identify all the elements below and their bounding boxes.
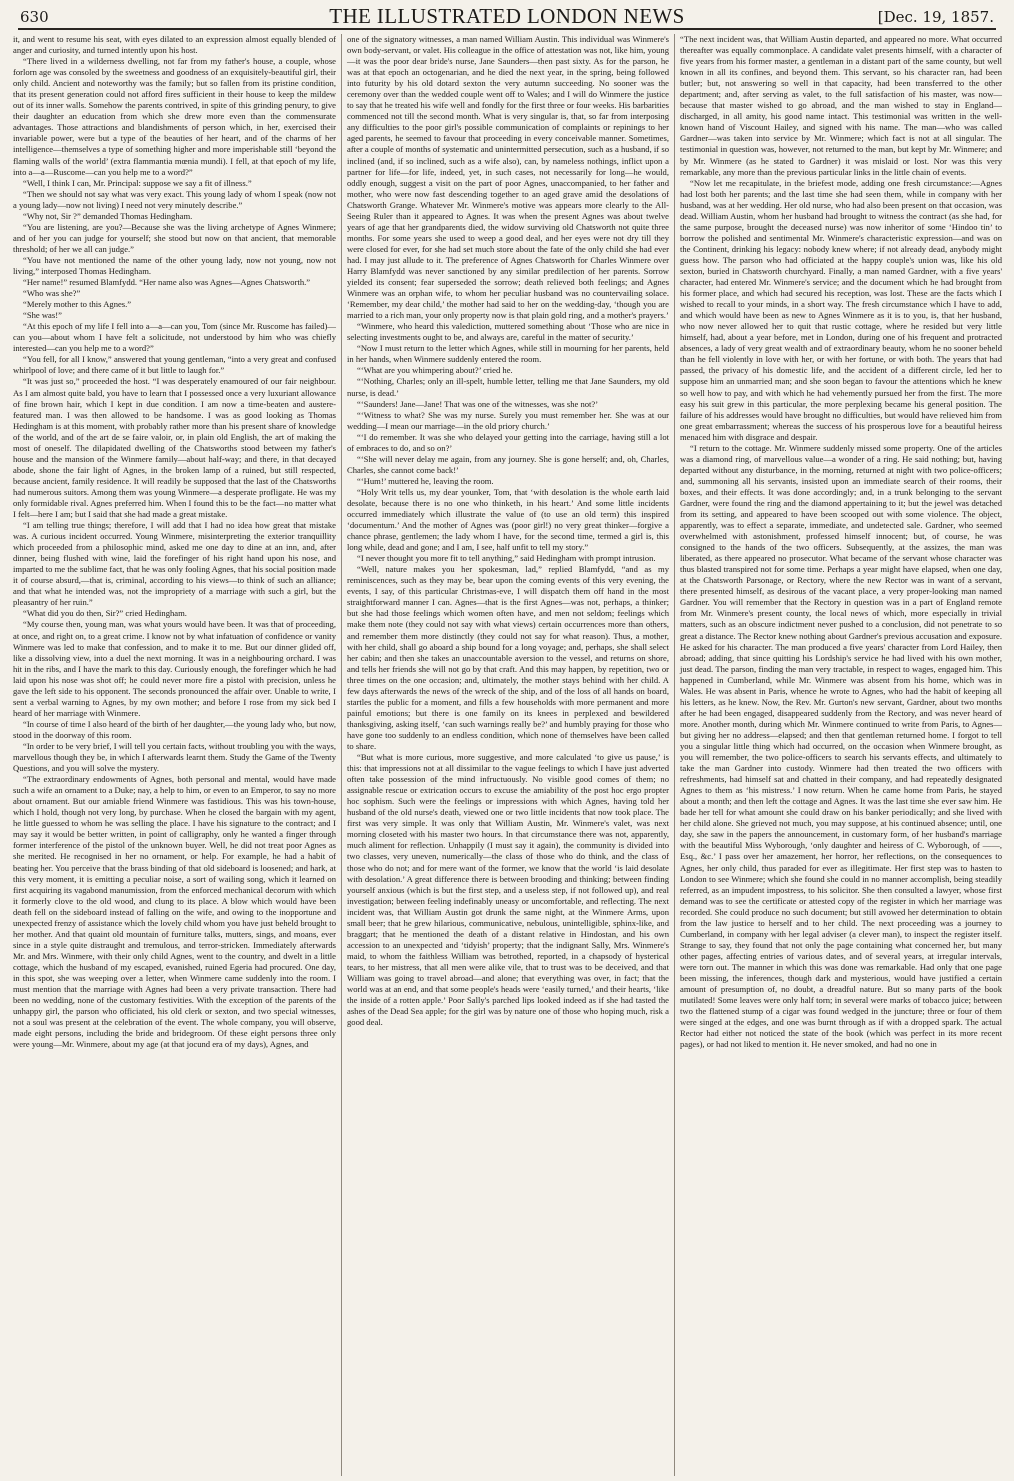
paragraph: “Winmere, who heard this valediction, muttered something about ‘Those who are nice in selecting investments ought to be, and always are, careful in the matter of security.’: [347, 321, 669, 343]
column-3: [674, 34, 1007, 1476]
paragraph: “You are listening, are you?—Because she was the living archetype of Agnes Winmere; and of her you can judge for yourself; she stood but now on that ancient, that memorable threshold; of her we all can judge.”: [13, 221, 336, 254]
paragraph: “She was!”: [23, 310, 62, 321]
paragraph: “Well, nature makes you her spokesman, lad,” replied Blamfydd, “and as my reminiscences, such as they may be, bear upon the coming events of this very evening, the events, I say, of this particular Christmas-eve, I will dispatch them off hand in the most straightforward manner I can. Agnes—that is the first Agnes—was not, perhaps, a thinker; but she had those feelings which women often have, and men not seldom; feelings which make them note (they could not say with what views) certain occurrences more than others, and remember them more distinctly (they could not say for what reason). Thus, a mother, with her child, shall go aboard a ship bound for a long voyage; and, perhaps, she shall select her cabin; and then she takes an unaccountable aversion to the vessel, and returns on shore, and tells her friends she will not go by that craft. And this may happen, by repetition, two or three times on the one occasion; and, ultimately, the mother stays behind with her child. A few days afterwards the news of the wreck of the ship, and of the loss of all hands on board, startles the public for a moment, and fills a few households with more permanent and more painful emotions; but there is one family on its knees in perplexed and bewildered thanksgiving, asking itself, ‘can such warnings really be?’ and humbly praying for those who have gone too suddenly to an endless condition, which none of themselves have been called to share.: [347, 564, 669, 751]
paragraph: “The next incident was, that William Austin departed, and appeared no more. What occurred thereafter was equally commonplace. A candidate valet presents himself, with a character of five years from his former master, a gentleman in a distant part of the same county, but well known in all its confines, and beyond them. This servant, so his character ran, had been butler; but, not answering so well in that capacity, had been transferred to the other department; and, after serving as valet, to the full satisfaction of his master, was now—because that master wished to go abroad, and the man wished to stay in England—discharged, in all amity, his good name intact. This testimonial was written in the well-known hand of Viscount Hailey, and signed with his name. The man—who was called Gardner—was taken into service by Mr. Winmere; which fact is not at all singular. The testimonial in question was, however, not returned to the man, but kept by Mr. Winmere; and by Mr. Winmere (as he stated to Gardner) it was mislaid or lost. Nor was this very remarkable, any more than the previous particular links in the little chain of events.: [680, 34, 1002, 177]
paragraph: “‘Hum!’ muttered he, leaving the room.: [357, 475, 494, 486]
paragraph: “What did you do then, Sir?” cried Hedingham.: [23, 608, 187, 619]
column-1: [8, 34, 341, 1476]
paragraph: “I return to the cottage. Mr. Winmere suddenly missed some property. One of the articles was a diamond ring, of marvellous value—a wonder of a ring. He said nothing; but, having departed without any disturbance, in the morning, returned at night with two police-officers; and, summoning all his servants, insisted upon an immediate search of their rooms, their boxes, and their effects. It was done accordingly; and, in a trunk belonging to the servant Gardner, were found the ring and the diamond appertaining to it; but the jewel was detached from its setting, and appeared to have been scooped out with some violence. The object, apparently, was to effect a separate, immediate, and undetected sale. Gardner, who seemed overwhelmed with astonishment, professed himself innocent; but, of course, he was consigned to the hands of the two officers. Subsequently, at the assizes, the man was liberated, as there appeared no prosecutor. What became of the servant whose character was thus blasted transpired not for some time. Perhaps a year might have elapsed, when one day, at the Chatsworth Parsonage, or Rectory, where the new Rector was in want of a servant, there presented himself, as desirous of the vacant place, a very proper-looking man named Gardner. You will remember that the Rectory in question was in a part of England remote from Mr. Winmere's present county, the local news of which, more especially in trivial matters, such as an obscure indictment never pushed to a conclusion, did not penetrate to so great a distance. The Rector knew nothing about Gardner's previous accusation and exposure. He asked for his character. The man produced a five years' character from Lord Hailey, then abroad; adding, that since quitting his Lordship's service he had lived with his own mother, just dead. The parson, finding the man very tractable, in respect to wages, engaged him. This happened in Cumberland, while Mr. Winmere was absent from his home, which was in Wales. He was absent in Paris, whence he wrote to Agnes, who had the habit of keeping all his letters, as he knew. Now, the Rev. Mr. Gurton's new servant, Gardner, about two months after he had been engaged, disappeared suddenly from the Rectory, and was never heard of more. Another month, during which Mr. Winmere continued to write from Paris, to Agnes—but giving her no address—elapsed; and then that gentleman returned home. I forgot to tell you a singular little thing which had occurred, on the occasion when Winmere brought, as you will remember, the two police-officers to search his servants effects, and ultimately to take the man Gardner into custody. Winmere had then treated the two officers with refreshments, had himself sat and chatted in their company, and had repeatedly designated Agnes to them as ‘his mistress.’ I now return. When he came home from Paris, he stayed about a month; and then left the cottage and Agnes. It was the last time she ever saw him. He bade her tell for what amount she could draw on his banker periodically; and she lived with her child alone. She grieved not much, you may suppose, at his continued absence; until, one day, she saw in the papers the announcement, in customary form, of her husband's marriage with the beautiful Miss Wyborough, ‘only daughter and heiress of C. Wyborough, of ——, Esq., &c.’ I pass over her amazement, her horror, her reflections, on the consequences to Agnes, her only child, thus paraded for ever as illegitimate. Her first step was to hasten to London to see Winmere; which she found she could in no manner accomplish, being steadily referred, as an impudent impostress, to his solicitor. She then consulted a lawyer, whose first demand was to see the certificate or attested copy of the register in which her marriage was recorded. She could produce no such document; but still avowed her determination to obtain from the law justice to herself and to her child. The next proceeding was a journey to Cumberland, in company with her legal adviser (a clever man), to inspect the register itself. Strange to say, they found that not only the page containing what concerned her, but many other pages, affecting entries of various dates, and of several years, at irregular intervals, were torn out. The manner in which this was done was remarkable. Had only that one page been missing, the inferences, though dark and mysterious, would have justified a certain amount of presumption of, no doubt, a dreadful nature. But so many parts of the book mutilated! Some leaves were only half torn; in several were marks of tobacco juice; between two the flattened stump of a cigar was found wedged in the juncture; three or four of them were singed at the edges, and one was burnt through as if with a dropped spark. The actual Rector had either not noticed the state of the book (which was perfect in its more recent pages), or had not liked to mention it. He never smoked, and had no one in: [680, 442, 1002, 1050]
paragraph: “At this epoch of my life I fell into a—a—can you, Tom (since Mr. Ruscome has failed)—can you—about whom I have felt a solicitude, not understood by him who was chiefly interested—can you help me to a word?”: [13, 321, 336, 354]
paragraph: “Then we should not say what was very exact. This young lady of whom I speak (now not a young lady—now not living) I need not very minutely describe.”: [13, 188, 336, 210]
paragraph: “Her name!” resumed Blamfydd. “Her name also was Agnes—Agnes Chatsworth.”: [23, 277, 311, 288]
paragraph: “The extraordinary endowments of Agnes, both personal and mental, would have made such a wife an ornament to a Duke; nay, a help to him, or even to an Emperor, to say no more about ornament. But our amiable friend Winmere was fastidious. This was his town-house, which I hold, though not very long, by purchase. When he closed the bargain with my agent, he little guessed to whom he was selling the place. I have his signature to the contract; and I may say it would be better written, in point of calligraphy, only he wanted a finger through former interference of the pistol of the unknown buyer. Well, he did not treat poor Agnes as she merited. He recognised in her no ornament, or help. For example, he had a habit of beating her. You perceive that the brass binding of that old sideboard is loosened; and hark, at this very moment, it is emitting a peculiar noise, a sort of wailing song, which it learned on first acquiring its vagabond manumission, from the enforced mechanical decorum with which it formerly clove to the old wood, and clung to its place. A blow which would have been death fell on the sideboard instead of falling on the wife, and owing to the inopportune and unexpected frenzy of assistance which the lovely child whom you have just beheld brought to her mother. And that quaint old mountain of furniture talks, mutters, sings, and moans, ever since in a style quite distraught and tremulous, and terror-stricken. Immediately afterwards Mr. and Mrs. Winmere, with their only child Agnes, went to the country, and dwelt in a little cottage, which the husband of my escaped, evanished, ruined Egeria had procured. One day, in this spot, she was weeping over a letter, when Winmere came suddenly into the room. I must mention that the marriage with Agnes had been a very private transaction. There had been no wedding, none of the customary festivities. With the exception of the parents of the unhappy girl, the parson who officiated, his old clerk or sexton, and two special witnesses, not a soul was present at the celebration of the event. The whole company, you will observe, made eight persons, including the bride and bridegroom. Of these eight persons three only were young—Mr. Winmere, about my age (at that jocund era of my days), Agnes, and: [13, 774, 336, 1050]
paragraph: “My course then, young man, was what yours would have been. It was that of proceeding, at once, and right on, to a great crime. I know not by what infatuation of confidence or vanity Winmere was led to make that confession, and to make it to me. But our dinner glided off, like a dissolving view, into a duel the next morning. It was in a neighbouring orchard. I was hit in the ribs, and I have the mark to this day. Curiously enough, the forefinger which he had laid upon his nose was shot off; he could never more fire a pistol with precision, unless he gave the left side to his opponent. The seconds pronounced the affair over. Unable to write, I sent a verbal warning to Agnes, by my own mother; and before I rose from my sick bed I heard of her marriage with Winmere.: [13, 619, 336, 718]
paragraph: “‘Nothing, Charles; only an ill-spelt, humble letter, telling me that Jane Saunders, my old nurse, is dead.’: [347, 376, 669, 398]
paragraph: “You have not mentioned the name of the other young lady, now not young, now not living,” interposed Thomas Hedingham.: [13, 254, 336, 276]
page-number: 630: [20, 8, 49, 26]
paragraph: “In course of time I also heard of the birth of her daughter,—the young lady who, but now, stood in the doorway of this room.: [13, 718, 336, 740]
column-2: [341, 34, 674, 1476]
paragraph: “‘Witness to what? She was my nurse. Surely you must remember her. She was at our wedding—I mean our marriage—in the old priory church.’: [347, 409, 669, 431]
paragraph: “‘Saunders! Jane—Jane! That was one of the witnesses, was she not?’: [357, 398, 599, 409]
paragraph: “You fell, for all I know,” answered that young gentleman, “into a very great and confused whirlpool of love; and there came of it but little to laugh for.”: [13, 354, 336, 376]
paragraph: “There lived in a wilderness dwelling, not far from my father's house, a couple, whose forlorn age was consoled by the sweetness and goodness of an exquisitely-beautiful girl, their only child. Ancient and noteworthy was the family; but so fallen from its pristine condition, that its present generation could not afford fires sufficient in their house to keep the mildew out of its inner walls. Somehow the parents contrived, in spite of this grinding penury, to give their daughter an education from which she drew more even than the commensurate advantages. Those attractions and blandishments of person which, in her, exercised their invariable power, were but a type of the beauties of her heart, and of the charms of her intelligence—themselves a type of something higher and more imperishable still ‘beyond the flaming walls of the world’ (extra flammantia mœnia mundi). I fell, at that epoch of my life, into a—a—Ruscome—can you help me to a word?”: [13, 56, 336, 177]
paragraph: “Merely mother to this Agnes.”: [23, 299, 132, 310]
paragraph: “I never thought you more fit to tell anything,” said Hedingham with prompt intrusion.: [357, 553, 656, 564]
paragraph: “Well, I think I can, Mr. Principal: suppose we say a fit of illness.”: [23, 177, 252, 188]
article-columns: [8, 34, 1008, 1476]
newspaper-title: THE ILLUSTRATED LONDON NEWS: [329, 4, 685, 28]
paragraph: one of the signatory witnesses, a man named William Austin. This individual was Winmere's own body-servant, or valet. His colleague in the office of attestation was not, like him, young—it was the poor dear bride's nurse, Jane Saunders—then past sixty. As for the parson, he was at that epoch an octogenarian, and he died the next year, in the spring, being followed into futurity by his old dotard sexton the very autumn succeeding. No sooner was the ceremony over than the wedded couple went off to Wales; and I will do Winmere the justice to say that he treated his wife well and fondly for the first three or four weeks. His barbarities commenced not till the second month. What is very singular is, that, so far from interposing any difficulties to the poor girl's possible communication of complaints or repinings to her aged parents, he seemed to favour that proceeding in every conceivable manner. Sometimes, after a couple of months of systematic and unintermitted persecution, such as a husband, if so inclined (and, if so inclined, such as a wife also), can, by nameless nothings, inflict upon a partner for life—for life, indeed, yet, in such cases, not necessarily for long—he would, oddly enough, suggest a visit on the part of poor Agnes, unaccompanied, to her father and mother, who were now fast descending together to an aged grave amid the desolations of Chatsworth Grange. Whatever Mr. Winmere's motive was appears more clearly to the All-Seeing Ruler than it appeared to Agnes. It was when the present Agnes was about twelve years of age that her grandparents died, the widow surviving old Chatsworth not quite three months. For some years she used to weep a good deal, and her eyes were not dry till they were closed for ever, for she had set much store about the fate of the only child she had ever had. I may just allude to it. The preference of Agnes Chatsworth for Charles Winmere over Harry Blamfydd was never sanctioned by any similar predilection of her parents. Sorrow yielded its consent; fear superseded the sorrow; death relieved both feelings; and Agnes Winmere was an orphan wife, to whom her peculiar husband was no countervailing solace. ‘Remember, my dear child,’ the mother had said to her on the wedding-day, ‘though you are married to a rich man, your only property now is that plain gold ring, and a mother's prayers.’: [347, 34, 669, 321]
paragraph: “Now let me recapitulate, in the briefest mode, adding one fresh circumstance:—Agnes had lost both her parents; and the last time she had seen them, while in company with her husband, was at her wedding. Her old nurse, who had also been present on that occasion, was dead. William Austin, whom her husband had brought to witness the contract (as she had, for the same purpose, brought the deceased nurse) was now inheritor of some ‘Hindoo tin’ to borrow the polished and sentimental Mr. Winmere's characteristic expression—and was on the Continent, drinking his legacy: nobody knew where; if not already dead, anybody might guess how. The parson who had officiated at the happy couple's union was, like his old sexton, buried in Chatsworth churchyard. Finally, a man named Gardner, with a five years' character, had entered Mr. Winmere's service; and the document which he had brought from his former place, and which had secured his reception, was lost. These are the facts which I wished to recall to your minds, in a short way. The fresh circumstance which I have to add, and which would have been as new to Agnes Winmere as it is to you, is, that her husband, who now never allowed her to quit that rustic cottage, where he resided but very little himself, had, about a year before, met in London, during one of his frequent and protracted absences, a lady of very great wealth and of extraordinary beauty, whom he no sooner beheld than he fell violently in love with her, or with her fortune, or with both. The years that had passed, the privacy of his domestic life, and the accident of a different circle, led her to suppose him an unmarried man; and she soon began to favour the attentions which he knew so well how to pay, and with which he had vehemently pursued her from the first. The more easy his suit grew in this particular, the more perplexing became his general position. The failure of his addresses would have brought no difficulties, but would have relieved him from one great embarrassment; whereas the success of his prosperous love for a beautiful heiress menaced him with disgrace and despair.: [680, 177, 1002, 442]
paragraph: “‘What are you whimpering about?’ cried he.: [357, 365, 513, 376]
paragraph: “‘She will never delay me again, from any journey. She is gone herself; and, oh, Charles, Charles, she cannot come back!’: [347, 453, 669, 475]
paragraph: “Who was she?”: [23, 288, 81, 299]
paragraph: “‘I do remember. It was she who delayed your getting into the carriage, having still a lot of embraces to do, and so on?’: [347, 431, 669, 453]
paragraph: “I am telling true things; therefore, I will add that I had no idea how great that mistake was. A curious incident occurred. Young Winmere, misinterpreting the exterior tranquillity which proceeded from a philosophic mind, asked me one day to dine at an inn, and, after dinner, being flushed with wine, laid the forefinger of his right hand upon his nose, and imparted to me the sublime fact, that he was only fooling Agnes, that his social position made it of course absurd,—that is, criminal, according to his views—to think of such an alliance; and that what he intended was, not the impropriety of a marriage with such a girl, but the pleasantry of her ruin.”: [13, 520, 336, 608]
issue-date: [Dec. 19, 1857.: [877, 8, 994, 26]
paragraph: it, and went to resume his seat, with eyes dilated to an expression almost equally blended of anger and curiosity, and turned intently upon his host.: [13, 34, 336, 56]
paragraph: “Holy Writ tells us, my dear younker, Tom, that ‘with desolation is the whole earth laid desolate, because there is no one who thinketh, in his heart.’ And some little incidents occurred immediately which illustrate the value of (to use an old term) this inspired ‘documentum.’ And the mother of Agnes was (poor girl!) no very great thinker—forgive a chance phrase, gentlemen; the lady whom I have, for the second time, termed a girl is, this long while, dead and gone; and I am, I see, half unfit to tell my story.”: [347, 486, 669, 553]
paragraph: “Now I must return to the letter which Agnes, while still in mourning for her parents, held in her hands, when Winmere suddenly entered the room.: [347, 343, 669, 365]
paragraph: “Why not, Sir ?” demanded Thomas Hedingham.: [23, 210, 193, 221]
paragraph: “But what is more curious, more suggestive, and more calculated ‘to give us pause,’ is this: that impressions not at all dissimilar to the vague feelings to which I have just adverted often take possession of the mind infructuously. No visible good comes of them; no assignable rescue or extrication occurs to excuse the amiability of the post hoc ergo propter hoc sophism. Such were the feelings or impressions with which Agnes, having told her husband of the old nurse's death, viewed one or two little incidents that now took place. The first was very simple. It was only that William Austin, Mr. Winmere's valet, was next morning closeted with his master two hours. In that circumstance there was not, apparently, much aliment for reflection. Unhappily (I must say it again), the community is divided into two classes, very uneven, numerically—the class of those who do think, and the class of those who do not; and for mere want of the former, we know that the world ‘is laid desolate with desolation.’ A great difference there is between brooding and thinking; between finding yourself anxious (which is but the first step, and a useless step, if not followed up), and real investigation; between feeling indefinably uneasy or uncomfortable, and reflecting. The next incident was, that William Austin got drunk the same night, at the Winmere Arms, upon small beer; that he grew hilarious, communicative, nebulous, unintelligible, sphinx-like, and braggart; that he mentioned the death of a distant relative in Hindostan, and his own accession to an unexpected and ‘tidyish’ property; that the indignant Sally, Mrs. Winmere's maid, to whom the faithless William was betrothed, reported, in a chapsody of hysterical tears, to her mistress, that all men were alike vile, that to trust was to be deceived, and that William was going to travel abroad—and alone; that everything was over, in fact; that the world was at an end, and that some people's heads were ‘easily turned,’ and their hearts, ‘like the inside of a rotten apple.’ Poor Sally's parched lips looked indeed as if she had tasted the ashes of the Dead Sea apple; for the girl was by nature one of those who hoping much, risk a good deal.: [347, 752, 669, 1028]
masthead: [18, 2, 996, 30]
paragraph: “In order to be very brief, I will tell you certain facts, without troubling you with the ways, marvellous though they be, in which I afterwards learnt them. Study the Game of the Twenty Questions, and you will solve the mystery.: [13, 741, 336, 774]
paragraph: “It was just so,” proceeded the host. “I was desperately enamoured of our fair neighbour. As I am almost quite bald, you have to learn that I possessed once a very luxuriant allowance of fine brown hair, which I kept in due condition. I am now a time-beaten and austere-featured man. I was then allowed to be handsome. I was as good looking as Thomas Hedingham is at this moment, with probably rather more than his present share of knowledge of the world, and of the art de se faire valoir, or, in plain old English, the art of making the most of oneself. The dilapidated dwelling of the Chatsworths stood between my father's house and the mansion of the Winmere family—about half-way; and there, in that decayed abode, shone the fair light of Agnes, in the broken lamp of a ruined, but still respected, because ancient, family residence. It will readily be supposed that the last of the Chatsworths had numerous suitors. Among them was young Winmere—a desperate profligate. He was my only formidable rival. Agnes preferred him. When I found this to be the fact—no matter what I felt—here I am; but I said that she had made a great mistake.: [13, 376, 336, 520]
